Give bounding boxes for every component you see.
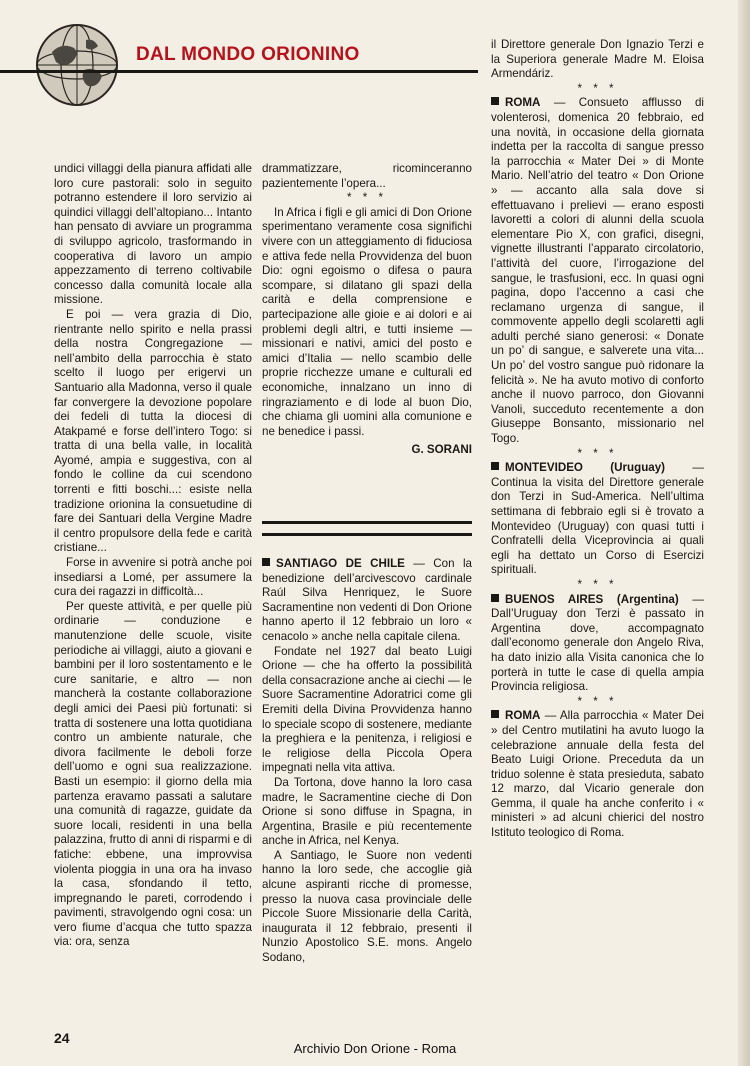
news-item-roma — [491, 96, 704, 446]
column-2 — [262, 162, 472, 458]
news-item-montevideo — [491, 461, 704, 578]
separator-stars: * * * — [577, 81, 618, 95]
page-edge — [738, 0, 750, 1066]
news-item-roma-2 — [491, 709, 704, 840]
paragraph: Forse in avvenire si potrà anche poi insediarsi a Lomé, per assumere la cura dei ragazzi in difficoltà... — [54, 556, 252, 599]
section-title: DAL MONDO ORIONINO — [136, 44, 360, 65]
news-heading: ROMA — [505, 709, 541, 723]
bullet-square-icon — [491, 462, 499, 470]
news-heading: ROMA — [505, 96, 541, 110]
paragraph: il Direttore generale Don Ignazio Terzi e la Superiora generale Madre M. Eloisa Armendáriz. — [491, 38, 704, 81]
paragraph: undici villaggi della pianura affidati alle loro cure pastorali: solo in seguito potranno estendere il loro servizio ai quindici villaggi dell’altopiano... Intanto han pensato di avviare un programma di sviluppo agricolo, trasformando in cooperativa di lavoro un ampio appezzamento di terreno coltivabile concesso dalla comunità locale alla missione. — [54, 162, 252, 307]
paragraph: Per queste attività, e per quelle più ordinarie — conduzione e manutenzione delle scuole, visite periodiche ai villaggi, aiuto a giovani e bambini per il loro sostentamento e le cure sanitarie, e altro — non mancherà la costante collaborazione degli amici dei Paesi più fortunati: si tratta di sostenere una lotta quotidiana contro un ambiente naturale, che divora facilmente le deboli forze dell’uomo e ogni sua realizzazione. Basti un esempio: il giorno della mia partenza eravamo passati a salutare una comunità di ragazze, guidate da suore locali, residenti in una bella palazzina, frutto di anni di risparmi e di fatiche: ebbene, una improvvisa violenta pioggia in una ora ha invaso la casa, sfondando il tetto, impregnando le pareti, corrodendo i pavimenti, stravolgendo ogni cosa: un vero fiume d’acqua che tutto spazza via: ora, senza — [54, 599, 252, 949]
news-heading: MONTEVIDEO (Uruguay) — [505, 461, 666, 475]
double-rule-divider — [262, 521, 472, 536]
paragraph: In Africa i figli e gli amici di Don Orione sperimentano veramente cosa significhi vivere con un atteggiamento di fiduciosa e attiva fede nella Provvidenza del buon Dio: ogni egoismo o difesa o paura scompare, si dilatano gli spazi della carità e della comprensione e partecipazione alle gioie e ai dolori e ai problemi degli altri, e tutti insieme — missionari e nativi, amici del posto e amici d’Italia — nello scambio delle proprie ricchezze umane e culturali ed economiche, innalzano un inno di ringraziamento e di lode al buon Dio, che chiama gli uomini alla comunione e ne benedice i passi. — [262, 205, 472, 438]
news-body: — Dall’Uruguay don Terzi è passato in Argentina dove, accompagnato dall’economo generale don Angelo Riva, ha dato inizio alla Visita canonica che lo porterà in tutte le case di quella ampia Provincia religiosa. — [491, 592, 704, 694]
column-2-news — [262, 557, 472, 966]
news-body: — Continua la visita del Direttore generale don Terzi in Sud-America. Nell’ultima settimana di febbraio egli si è trovato a Montevideo (Uruguay) con quasi tutti i Confratelli della Viceprovincia ai quali egli ha dettato un Corso di Esercizi spirituali. — [491, 461, 704, 577]
bullet-square-icon — [491, 594, 499, 602]
news-item-buenos-aires — [491, 593, 704, 695]
separator-stars: * * * — [577, 446, 618, 460]
news-body: — Con la benedizione dell’arcivescovo cardinale Raúl Silva Henriquez, le Suore Sacramentine non vedenti di Don Orione hanno aperto il 12 febbraio un loro « cenacolo » anche nella capitale cilena. — [262, 557, 472, 643]
page-number: 24 — [54, 1030, 70, 1046]
archive-footer: Archivio Don Orione - Roma — [293, 1041, 457, 1056]
bullet-square-icon — [491, 97, 499, 105]
bullet-square-icon — [262, 558, 270, 566]
news-item-santiago — [262, 557, 472, 645]
column-1 — [54, 162, 252, 950]
paragraph: A Santiago, le Suore non vedenti hanno la loro sede, che accoglie già alcune aspiranti ricche di promesse, presso la nuova casa provinciale delle Piccole Suore Missionarie della Carità, inaugurata il 12 febbraio, presenti il Nunzio Apostolico S.E. mons. Angelo Sodano, — [262, 848, 472, 965]
separator-stars: * * * — [347, 191, 387, 205]
news-heading: BUENOS AIRES (Argentina) — [505, 592, 679, 606]
column-3 — [491, 38, 704, 841]
header-rule — [0, 70, 478, 73]
paragraph: E poi — vera grazia di Dio, rientrante nello spirito e nella prassi della nostra Congregazione — nell’ambito della parrocchia è stato scelto il luogo per erigervi un Santuario alla Madonna, verso il quale far convergere la devozione popolare dei fedeli di tutta la diocesi di Atakpamé e forse dell’intero Togo: si tratta di una bella valle, in località Ayomé, ampia e suggestiva, con al fondo le colline da cui scendono torrenti e fitti boschi...: esiste nella tradizione orionina la consuetudine di fare dei Santuari della Vergine Madre il centro propulsore della fede e carità cristiane... — [54, 307, 252, 555]
bullet-square-icon — [491, 710, 499, 718]
globe-icon — [34, 22, 120, 108]
author-signature: G. SORANI — [411, 443, 472, 457]
separator-stars: * * * — [577, 694, 618, 708]
paragraph: Da Tortona, dove hanno la loro casa madre, le Sacramentine cieche di Don Orione si sono diffuse in Spagna, in Argentina, Brasile e più recentemente anche in Africa, nel Kenya. — [262, 775, 472, 848]
separator-stars: * * * — [577, 577, 618, 591]
paragraph: drammatizzare, ricominceranno pazientemente l’opera... — [262, 162, 472, 190]
news-body: — Consueto afflusso di volenterosi, domenica 20 febbraio, ed una novità, in occasione della giornata indetta per la raccolta di sangue presso la parrocchia « Mater Dei » di Monte Mario. Nell’atrio del teatro « Don Orione » — accanto alla sala dove si effettuavano i prelievi — erano esposti lavoretti a colori di alunni della scuola elementare Pio X, con grafici, disegni, vignette illustranti l’apparato circolatorio, l’attività del cuore, l’irrogazione del sangue, le trasfusioni, ecc. In quasi ogni pagina, dopo l’accenno a casi che reclamano urgenza di sangue, il commovente appello degli scolaretti agli adulti perché siano generosi: « Donate un po’ di sangue, e salverete una vita... Un po’ del vostro sangue può ridonare la felicità ». Ne ha avuto motivo di conforto anche il nuovo parroco, don Giovanni Vanoli, succeduto recentemente a don Giuseppe Bonsanto, missionario nel Togo. — [491, 96, 704, 446]
paragraph: Fondate nel 1927 dal beato Luigi Orione — che ha offerto la possibilità della consacrazione anche ai ciechi — le Suore Sacramentine Adoratrici come gli Eremiti della Divina Provvidenza hanno lo speciale scopo di sostenere, mediante la preghiera e la penitenza, i religiosi e le religiose della Piccola Opera impegnati nella vita attiva. — [262, 644, 472, 775]
news-body: — Alla parrocchia « Mater Dei » del Centro mutilatini ha avuto luogo la celebrazione annuale della festa del Beato Luigi Orione. Preceduta da un triduo solenne è stata presieduta, sabato 12 marzo, dal Vicario generale don Gemma, il quale ha anche conferito i « ministeri » ad alcuni chierici del nostro Istituto teologico di Roma. — [491, 709, 704, 840]
news-heading: SANTIAGO DE CHILE — [276, 557, 405, 570]
